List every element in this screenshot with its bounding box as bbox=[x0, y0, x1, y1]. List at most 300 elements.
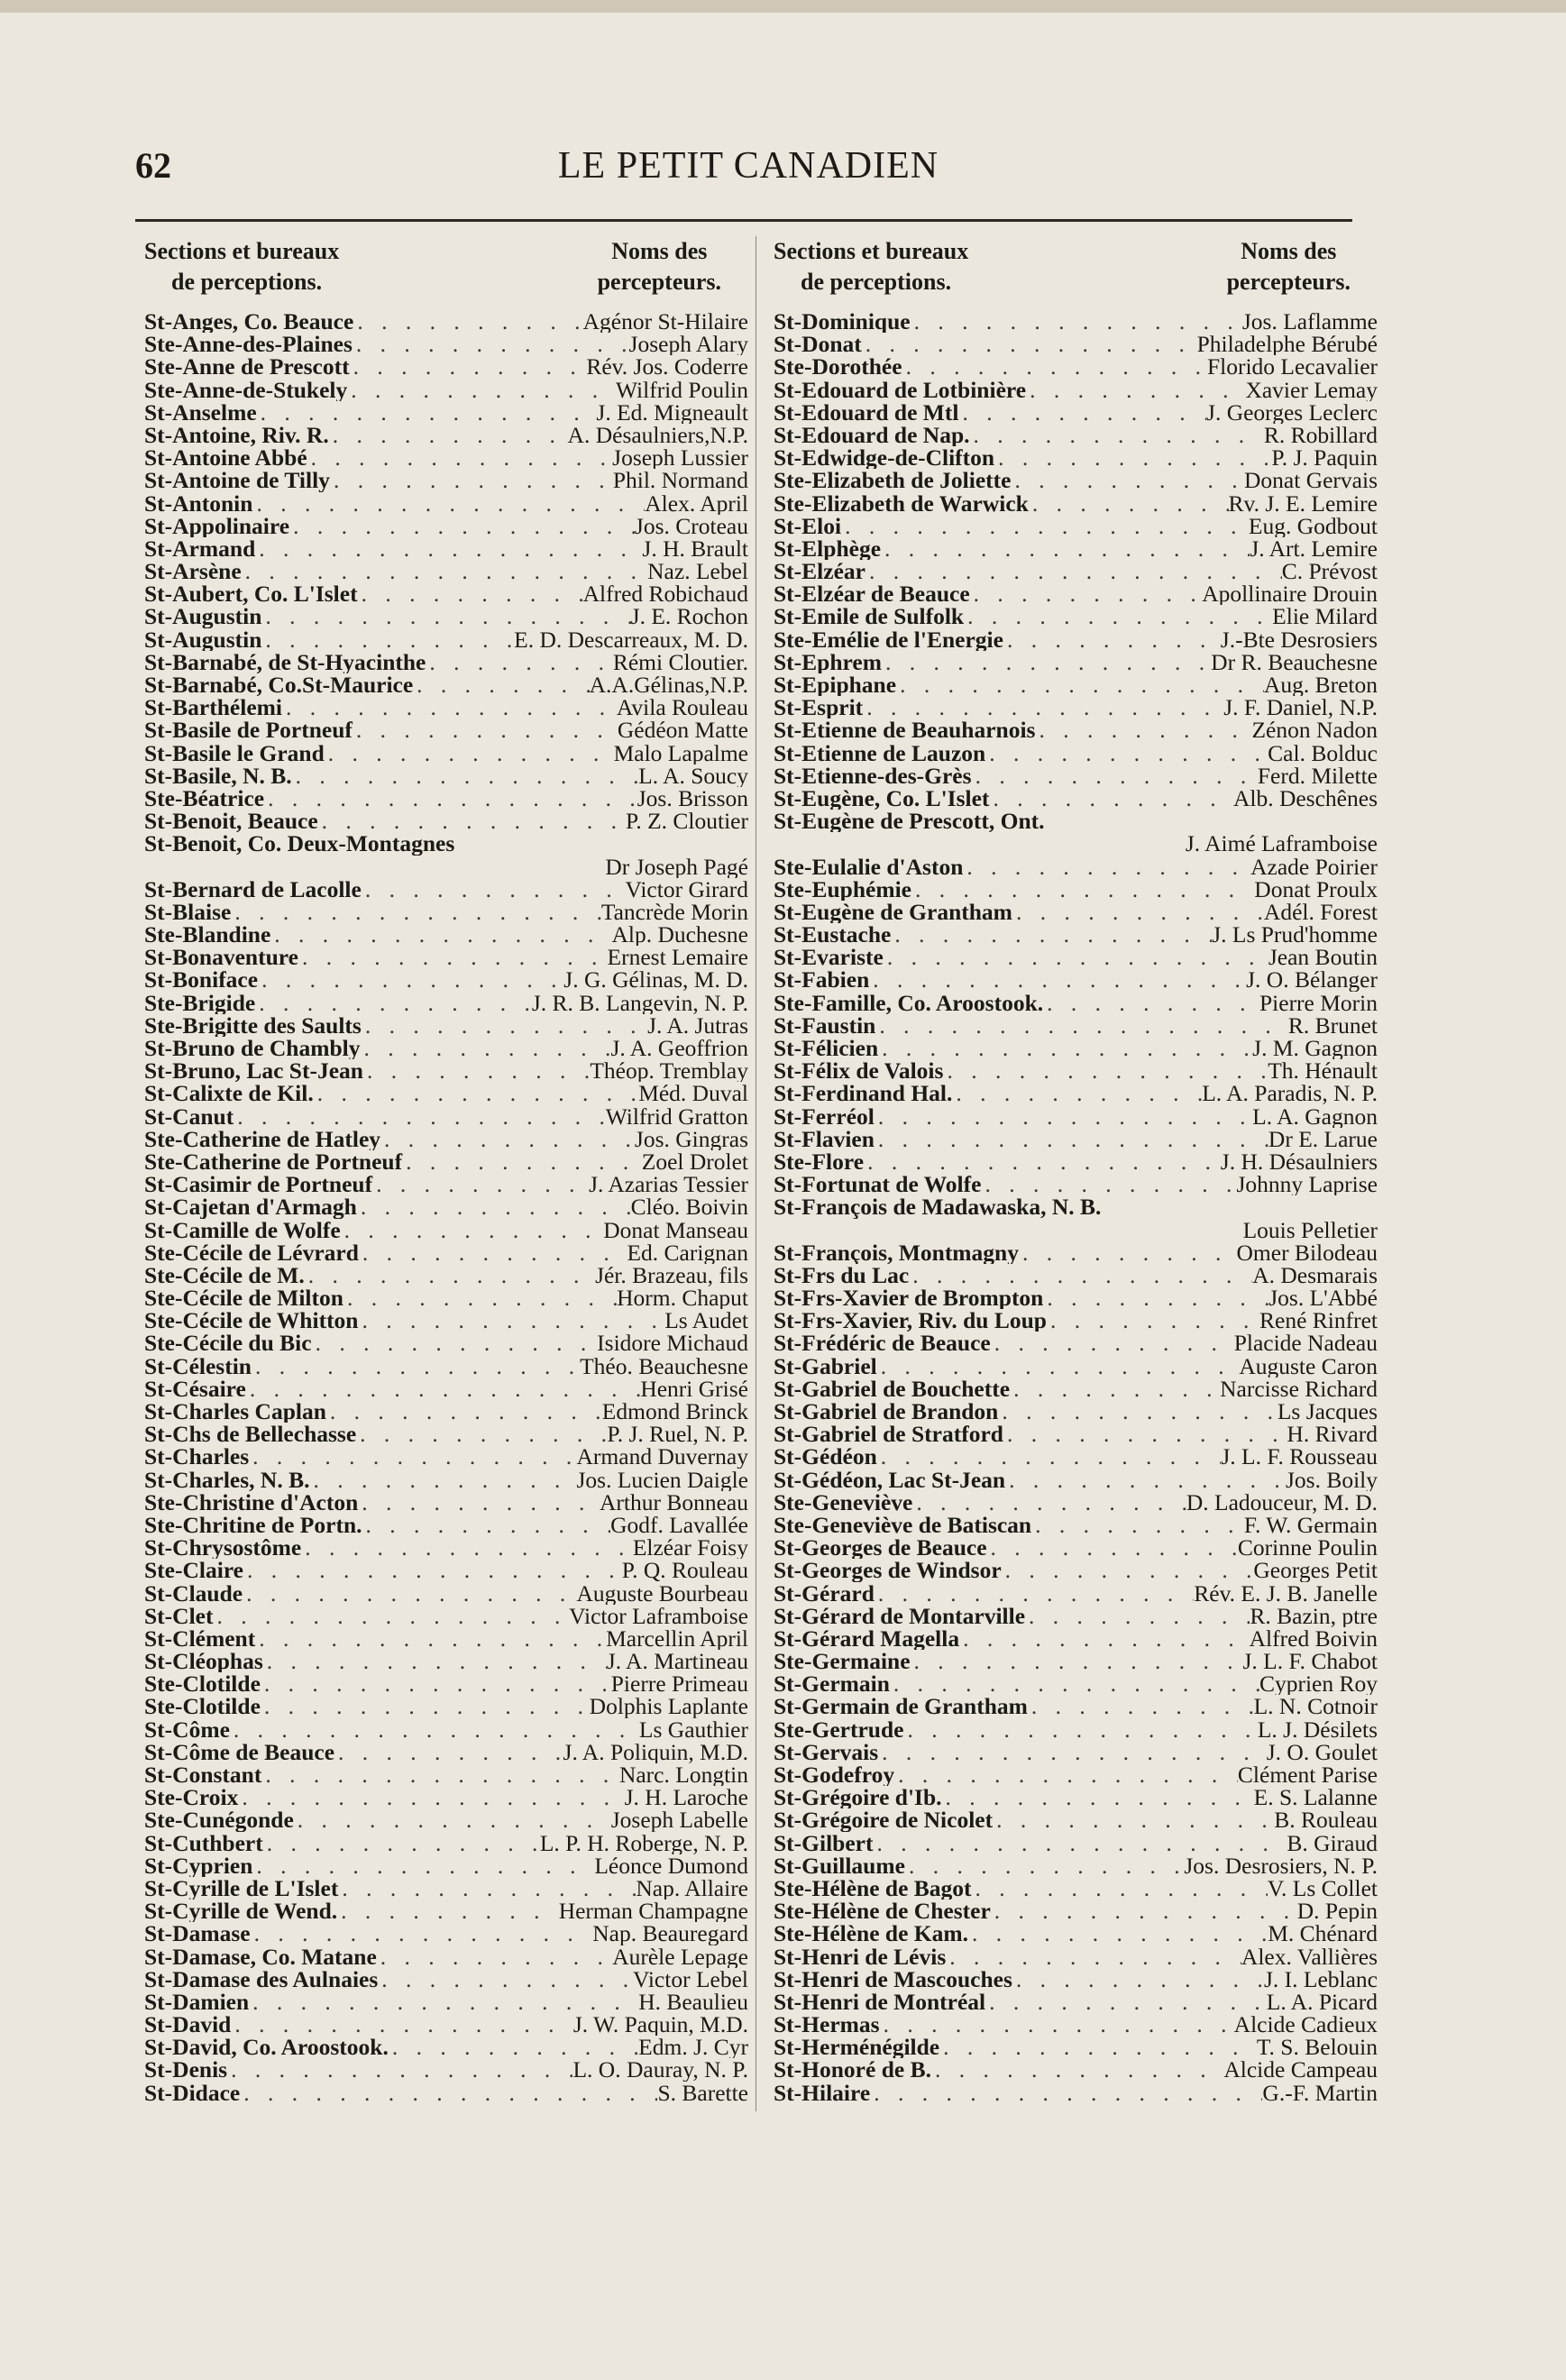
section-name: St-Gabriel de Brandon bbox=[774, 1400, 999, 1423]
dot-leader bbox=[878, 1037, 1252, 1059]
list-item bbox=[144, 992, 748, 1014]
list-item bbox=[774, 1536, 1378, 1559]
dot-leader bbox=[877, 1355, 1240, 1378]
list-item bbox=[774, 333, 1378, 355]
section-name: St-Camille de Wolfe bbox=[144, 1218, 341, 1241]
list-item bbox=[774, 1650, 1378, 1672]
section-name: St-Césaire bbox=[144, 1377, 246, 1400]
section-name: St-Grégoire d'Ib. bbox=[774, 1786, 942, 1809]
dot-leader bbox=[1005, 1469, 1286, 1491]
dot-leader bbox=[1035, 719, 1251, 741]
section-name: St-Anselme bbox=[144, 400, 257, 424]
collector-name: Alfred Boivin bbox=[1249, 1626, 1378, 1651]
list-item bbox=[144, 1059, 748, 1082]
dot-leader bbox=[353, 310, 582, 333]
section-name: St-Bruno, Lac St-Jean bbox=[144, 1059, 363, 1083]
dot-leader bbox=[972, 764, 1258, 787]
collector-name: J. R. B. Langevin, N. P. bbox=[531, 991, 748, 1014]
list-item bbox=[144, 1286, 748, 1309]
list-item bbox=[144, 2013, 748, 2036]
list-item bbox=[774, 355, 1378, 378]
page-header bbox=[135, 144, 1361, 198]
list-item bbox=[144, 673, 748, 696]
list-item bbox=[144, 742, 748, 764]
dot-leader bbox=[902, 355, 1207, 378]
collector-name: Jos. Laflamme bbox=[1241, 310, 1378, 334]
list-item bbox=[144, 515, 748, 537]
section-name: St-Cajetan d'Armagh bbox=[144, 1195, 357, 1219]
collector-name: Cal. Bolduc bbox=[1268, 741, 1378, 764]
dot-leader bbox=[1010, 1378, 1220, 1400]
collector-name: Ls Audet bbox=[664, 1309, 748, 1332]
section-name: St-Gabriel de Stratford bbox=[774, 1423, 1003, 1446]
collector-name: Rév. Jos. Coderre bbox=[586, 355, 748, 379]
dot-leader bbox=[353, 333, 629, 355]
dot-leader bbox=[294, 1808, 611, 1831]
collector-name: B. Rouleau bbox=[1274, 1808, 1378, 1832]
list-item bbox=[774, 1400, 1378, 1423]
section-name: Ste-Cécile de Whitton bbox=[144, 1309, 359, 1332]
dot-leader bbox=[246, 1378, 640, 1400]
section-name: St-Charles, N. B. bbox=[144, 1468, 310, 1491]
collector-name: V. Ls Collet bbox=[1267, 1876, 1378, 1900]
list-item bbox=[774, 810, 1378, 832]
collector-name: L. O. Dauray, N. P. bbox=[572, 2058, 748, 2082]
dot-leader bbox=[249, 1445, 576, 1468]
section-name: St-Eugène de Prescott, Ont. bbox=[774, 810, 1045, 833]
collector-name: Ls Gauthier bbox=[638, 1717, 748, 1741]
section-name: St-Gérard Magella bbox=[774, 1626, 960, 1651]
section-name: St-Fabien bbox=[774, 968, 870, 992]
list-item bbox=[144, 1899, 748, 1922]
section-name: Ste-Anne de Prescott bbox=[144, 355, 350, 379]
collector-name: Agénor St-Hilaire bbox=[582, 310, 748, 334]
collector-name: Joseph Labelle bbox=[610, 1808, 748, 1832]
collector-name: Edmond Brinck bbox=[601, 1400, 748, 1423]
list-item bbox=[144, 787, 748, 810]
dot-leader bbox=[330, 469, 613, 491]
collector-name: René Rinfret bbox=[1259, 1309, 1378, 1332]
list-item bbox=[144, 401, 748, 424]
collector-name: S. Barette bbox=[657, 2081, 748, 2104]
list-item bbox=[144, 1332, 748, 1354]
collector-name: Rémi Cloutier. bbox=[612, 650, 748, 673]
section-name: St-Basile le Grand bbox=[144, 741, 325, 764]
section-name: St-Armand bbox=[144, 536, 256, 561]
section-name: St-Arsène bbox=[144, 560, 242, 583]
list-item bbox=[144, 1672, 748, 1695]
list-item bbox=[774, 651, 1378, 673]
list-item bbox=[774, 992, 1378, 1014]
collector-name: Jos. Lucien Daigle bbox=[576, 1468, 748, 1491]
dot-leader bbox=[230, 1718, 639, 1741]
dot-leader bbox=[970, 582, 1203, 605]
section-name: St-Evariste bbox=[774, 946, 884, 969]
list-item bbox=[774, 1173, 1378, 1195]
collector-name: Elzéar Foisy bbox=[632, 1536, 748, 1560]
list-item bbox=[144, 1559, 748, 1581]
section-name: St-Calixte de Kil. bbox=[144, 1082, 314, 1105]
list-item bbox=[774, 1582, 1378, 1605]
section-name: St-Gédéon, Lac St-Jean bbox=[774, 1468, 1006, 1491]
dot-leader bbox=[360, 1037, 610, 1059]
collector-name: G.-F. Martin bbox=[1262, 2081, 1378, 2104]
list-item bbox=[774, 1991, 1378, 2013]
collector-name: L. A. Picard bbox=[1266, 1990, 1378, 2014]
collector-name: Alcide Campeau bbox=[1223, 2058, 1378, 2082]
collector-name: J. Ls Prud'homme bbox=[1212, 923, 1378, 947]
collector-name: J. Art. Lemire bbox=[1250, 536, 1378, 561]
section-name: Ste-Cunégonde bbox=[144, 1808, 294, 1832]
list-item bbox=[144, 856, 748, 878]
section-name: St-Gérard de Montarville bbox=[774, 1604, 1026, 1627]
collector-name: L. J. Désilets bbox=[1257, 1717, 1378, 1741]
collector-name: Donat Gervais bbox=[1244, 469, 1378, 492]
dot-leader bbox=[911, 310, 1242, 333]
section-name: Ste-Flore bbox=[774, 1149, 865, 1174]
section-name: Ste-Emélie de l'Energie bbox=[774, 627, 1003, 651]
dot-leader bbox=[343, 1286, 617, 1309]
collector-name: Eug. Godbout bbox=[1248, 514, 1378, 537]
page-number: 62 bbox=[135, 145, 171, 186]
list-item bbox=[144, 537, 748, 560]
dot-leader bbox=[952, 1082, 1202, 1104]
list-item bbox=[774, 1763, 1378, 1786]
dot-leader bbox=[305, 1264, 595, 1286]
dot-leader bbox=[1043, 992, 1259, 1014]
list-item bbox=[774, 310, 1378, 333]
dot-leader bbox=[863, 696, 1223, 719]
dot-leader bbox=[329, 424, 568, 446]
dot-leader bbox=[263, 1650, 607, 1672]
collector-name: Dr R. Beauchesne bbox=[1211, 650, 1378, 673]
list-item bbox=[774, 1559, 1378, 1581]
collector-name: Dr E. Larue bbox=[1268, 1127, 1378, 1150]
collector-name: Méd. Duval bbox=[638, 1082, 748, 1105]
section-name: St-Grégoire de Nicolet bbox=[774, 1808, 994, 1832]
collector-name: J. O. Bélanger bbox=[1246, 968, 1378, 992]
dot-leader bbox=[314, 1082, 638, 1104]
collector-name: Cléo. Boivin bbox=[630, 1195, 748, 1219]
section-name: St-Appolinaire bbox=[144, 514, 290, 537]
dot-leader bbox=[998, 1400, 1277, 1423]
collector-name: Pierre Primeau bbox=[610, 1672, 748, 1696]
dot-leader bbox=[413, 673, 589, 696]
collector-name: Théop. Tremblay bbox=[590, 1059, 748, 1083]
list-item bbox=[144, 1877, 748, 1899]
list-item bbox=[774, 1105, 1378, 1128]
dot-leader bbox=[258, 968, 563, 991]
section-name: Ste-Eulalie d'Aston bbox=[774, 855, 964, 878]
collector-name: Jér. Brazeau, fils bbox=[595, 1263, 748, 1287]
dot-leader bbox=[909, 1264, 1252, 1286]
list-item bbox=[774, 1309, 1378, 1332]
list-item bbox=[144, 1378, 748, 1400]
collector-name: Armand Duvernay bbox=[576, 1445, 748, 1469]
dot-leader bbox=[264, 787, 637, 810]
list-item bbox=[144, 719, 748, 741]
list-item bbox=[144, 1128, 748, 1150]
collector-name: Louis Pelletier bbox=[1242, 1218, 1378, 1241]
collector-name: Zénon Nadon bbox=[1251, 719, 1378, 742]
dot-leader bbox=[231, 2013, 573, 2036]
list-item bbox=[144, 696, 748, 719]
section-name: Ste-Anne-de-Stukely bbox=[144, 378, 348, 401]
collector-name: Joseph Alary bbox=[628, 333, 748, 356]
list-item bbox=[144, 492, 748, 515]
dot-leader bbox=[884, 946, 1268, 968]
list-item bbox=[144, 1264, 748, 1286]
dot-leader bbox=[1031, 1514, 1244, 1536]
collector-name: Cyprien Roy bbox=[1259, 1672, 1378, 1696]
section-name: St-Denis bbox=[144, 2058, 228, 2082]
list-item bbox=[144, 1400, 748, 1423]
collector-name: Placide Nadeau bbox=[1233, 1332, 1378, 1355]
list-item bbox=[774, 719, 1378, 741]
collector-name: Jean Boutin bbox=[1268, 946, 1378, 969]
list-item bbox=[774, 1854, 1378, 1877]
list-item bbox=[144, 1832, 748, 1854]
section-name: St-Faustin bbox=[774, 1013, 876, 1037]
names-heading: Noms des percepteurs. bbox=[1226, 238, 1351, 295]
list-item bbox=[144, 605, 748, 627]
section-name: St-Bruno de Chambly bbox=[144, 1037, 361, 1060]
section-name: St-Eustache bbox=[774, 923, 892, 947]
collector-name: Donat Manseau bbox=[603, 1218, 748, 1241]
list-item bbox=[144, 1945, 748, 1968]
dot-leader bbox=[1012, 1968, 1264, 1991]
list-item bbox=[144, 1763, 748, 1786]
dot-leader bbox=[959, 1627, 1250, 1650]
list-item bbox=[144, 901, 748, 923]
collector-name: Théo. Beauchesne bbox=[580, 1354, 748, 1378]
dot-leader bbox=[875, 1582, 1194, 1605]
section-name: St-Hermas bbox=[774, 2013, 880, 2037]
list-item bbox=[774, 1786, 1378, 1808]
dot-leader bbox=[964, 605, 1272, 627]
dot-leader bbox=[985, 1991, 1267, 2013]
list-item bbox=[144, 560, 748, 582]
dot-leader bbox=[1011, 469, 1244, 491]
section-name: Ste-Anne-des-Plaines bbox=[144, 333, 353, 356]
list-item bbox=[774, 1877, 1378, 1899]
section-name: St-Cyrille de Wend. bbox=[144, 1899, 338, 1923]
section-name: St-Frédéric de Beauce bbox=[774, 1332, 991, 1355]
collector-name: Azade Poirier bbox=[1250, 855, 1378, 878]
section-name: St-Barthélemi bbox=[144, 696, 282, 719]
list-item bbox=[774, 1423, 1378, 1445]
section-name: St-Boniface bbox=[144, 968, 259, 992]
collector-name: Alfred Robichaud bbox=[582, 582, 748, 606]
list-item bbox=[774, 1195, 1378, 1218]
dot-leader bbox=[255, 537, 642, 560]
section-name: St-Didace bbox=[144, 2081, 241, 2104]
dot-leader bbox=[261, 1695, 590, 1717]
collector-name: Rv. J. E. Lemire bbox=[1228, 491, 1378, 515]
list-item bbox=[774, 1150, 1378, 1173]
dot-leader bbox=[261, 605, 630, 627]
collector-name: Horm. Chaput bbox=[617, 1286, 748, 1310]
collector-name: Herman Champagne bbox=[558, 1899, 748, 1923]
dot-leader bbox=[362, 1014, 647, 1037]
section-name: Ste-Euphémie bbox=[774, 877, 911, 901]
collector-name: Edm. J. Cyr bbox=[638, 2036, 748, 2059]
column-header bbox=[774, 236, 1378, 299]
collector-name: Ernest Lemaire bbox=[607, 946, 748, 969]
section-name: St-David bbox=[144, 2013, 232, 2037]
collector-name: Tancrède Morin bbox=[600, 900, 748, 924]
dot-leader bbox=[968, 1922, 1268, 1945]
list-item bbox=[144, 1786, 748, 1808]
collector-name: J. Ed. Migneault bbox=[596, 400, 748, 424]
dot-leader bbox=[347, 379, 616, 401]
list-item bbox=[144, 1195, 748, 1218]
section-name: Ste-Dorothée bbox=[774, 355, 902, 379]
section-name: St-Henri de Mascouches bbox=[774, 1967, 1012, 1991]
list-item bbox=[144, 878, 748, 901]
list-item bbox=[774, 469, 1378, 491]
dot-leader bbox=[227, 2058, 572, 2081]
section-name: St-Augustin bbox=[144, 605, 262, 628]
list-item bbox=[144, 1854, 748, 1877]
section-name: St-Canut bbox=[144, 1104, 234, 1128]
dot-leader bbox=[282, 696, 617, 719]
collector-name: J. A. Geoffrion bbox=[610, 1037, 748, 1060]
list-item bbox=[774, 1355, 1378, 1378]
collector-name: Alex. April bbox=[645, 491, 748, 515]
list-item bbox=[774, 1627, 1378, 1650]
dot-leader bbox=[238, 1786, 624, 1808]
list-item bbox=[144, 1082, 748, 1104]
dot-leader bbox=[377, 1945, 612, 1968]
section-name: St-Benoit, Co. Deux-Montagnes bbox=[144, 832, 455, 856]
list-item bbox=[144, 310, 748, 333]
section-name: St-Edouard de Nap. bbox=[774, 423, 970, 447]
section-name: St-Elzéar bbox=[774, 560, 865, 583]
section-name: St-Esprit bbox=[774, 696, 864, 719]
section-name: St-Gédéon bbox=[774, 1445, 877, 1469]
list-item bbox=[774, 1082, 1378, 1104]
section-name: St-Gabriel bbox=[774, 1354, 877, 1378]
section-name: St-Côme de Beauce bbox=[144, 1740, 335, 1763]
section-name: St-Ferdinand Hal. bbox=[774, 1082, 953, 1105]
collector-name: Apollinaire Drouin bbox=[1202, 582, 1378, 606]
section-name: Ste-Cécile de Lévrard bbox=[144, 1240, 359, 1264]
collector-name: Marcellin April bbox=[606, 1626, 748, 1651]
collector-name: Arthur Bonneau bbox=[599, 1490, 748, 1514]
dot-leader bbox=[1019, 1241, 1237, 1264]
dot-leader bbox=[1012, 901, 1264, 923]
section-name: St-Cuthbert bbox=[144, 1831, 263, 1854]
list-item bbox=[144, 1808, 748, 1831]
dot-leader bbox=[963, 856, 1250, 878]
collector-name: Ed. Carignan bbox=[627, 1240, 748, 1264]
list-item bbox=[144, 923, 748, 946]
section-name: Ste-Hélène de Bagot bbox=[774, 1876, 972, 1900]
dot-leader bbox=[911, 1650, 1243, 1672]
list-item bbox=[774, 2082, 1378, 2104]
list-item bbox=[774, 2058, 1378, 2081]
section-name: St-Eugène de Grantham bbox=[774, 900, 1012, 924]
section-name: St-Côme bbox=[144, 1717, 230, 1741]
section-name: St-Cyprien bbox=[144, 1854, 253, 1877]
dot-leader bbox=[242, 560, 648, 582]
dot-leader bbox=[426, 651, 612, 673]
section-name: St-Elphège bbox=[774, 536, 882, 561]
dot-leader bbox=[358, 1491, 600, 1514]
list-item bbox=[774, 764, 1378, 787]
section-name: St-Célestin bbox=[144, 1354, 252, 1378]
section-name: St-Cléophas bbox=[144, 1650, 263, 1673]
section-name: St-Bonaventure bbox=[144, 946, 298, 969]
dot-leader bbox=[261, 1763, 619, 1786]
dot-leader bbox=[958, 401, 1206, 424]
list-item bbox=[774, 878, 1378, 901]
section-name: Ste-Chritine de Portn. bbox=[144, 1513, 362, 1537]
dot-leader bbox=[931, 2058, 1223, 2081]
dot-leader bbox=[362, 1514, 611, 1536]
dot-leader bbox=[991, 1332, 1234, 1354]
dot-leader bbox=[1026, 379, 1245, 401]
collector-name: H. Beaulieu bbox=[638, 1990, 748, 2014]
list-item bbox=[144, 1445, 748, 1468]
collector-name: Alcide Cadieux bbox=[1233, 2013, 1378, 2037]
list-item bbox=[774, 673, 1378, 696]
list-item bbox=[144, 355, 748, 378]
dot-leader bbox=[372, 1173, 589, 1195]
section-name: Ste-Cécile du Bic bbox=[144, 1332, 312, 1355]
section-name: St-Etienne de Lauzon bbox=[774, 741, 986, 764]
list-item bbox=[144, 1309, 748, 1332]
section-name: Ste-Brigide bbox=[144, 991, 256, 1014]
list-item bbox=[144, 1582, 748, 1605]
list-item bbox=[774, 1264, 1378, 1286]
dot-leader bbox=[292, 764, 639, 787]
list-item bbox=[774, 1695, 1378, 1717]
dot-leader bbox=[378, 1968, 633, 1991]
entry-list bbox=[774, 310, 1378, 2104]
section-name: Ste-Claire bbox=[144, 1559, 243, 1582]
collector-name: P. J. Paquin bbox=[1271, 446, 1378, 470]
section-name: Ste-Catherine de Hatley bbox=[144, 1127, 381, 1150]
list-item bbox=[774, 628, 1378, 651]
section-name: St-Constant bbox=[144, 1763, 262, 1787]
list-item bbox=[774, 946, 1378, 968]
dot-leader bbox=[1025, 1605, 1250, 1627]
right-column bbox=[774, 236, 1378, 2104]
section-name: St-David, Co. Aroostook. bbox=[144, 2036, 389, 2059]
collector-name: J. O. Goulet bbox=[1266, 1740, 1378, 1763]
dot-leader bbox=[309, 1469, 576, 1491]
dot-leader bbox=[289, 515, 635, 537]
section-name: St-Gilbert bbox=[774, 1831, 874, 1854]
section-name: St-Flavien bbox=[774, 1127, 875, 1150]
list-item bbox=[774, 2013, 1378, 2036]
section-name: St-Henri de Lévis bbox=[774, 1945, 947, 1968]
list-item bbox=[144, 1173, 748, 1195]
list-item bbox=[774, 1286, 1378, 1309]
list-item bbox=[144, 946, 748, 968]
section-name: Ste-Clotilde bbox=[144, 1672, 261, 1696]
collector-name: Phil. Normand bbox=[612, 469, 748, 492]
collector-name: Alex. Vallières bbox=[1241, 1945, 1378, 1968]
dot-leader bbox=[985, 742, 1268, 764]
dot-leader bbox=[252, 1854, 594, 1877]
list-item bbox=[774, 1445, 1378, 1468]
collector-name: Avila Rouleau bbox=[616, 696, 748, 719]
collector-name: Godf. Lavallée bbox=[610, 1513, 748, 1537]
section-name: St-Emile de Sulfolk bbox=[774, 605, 965, 628]
